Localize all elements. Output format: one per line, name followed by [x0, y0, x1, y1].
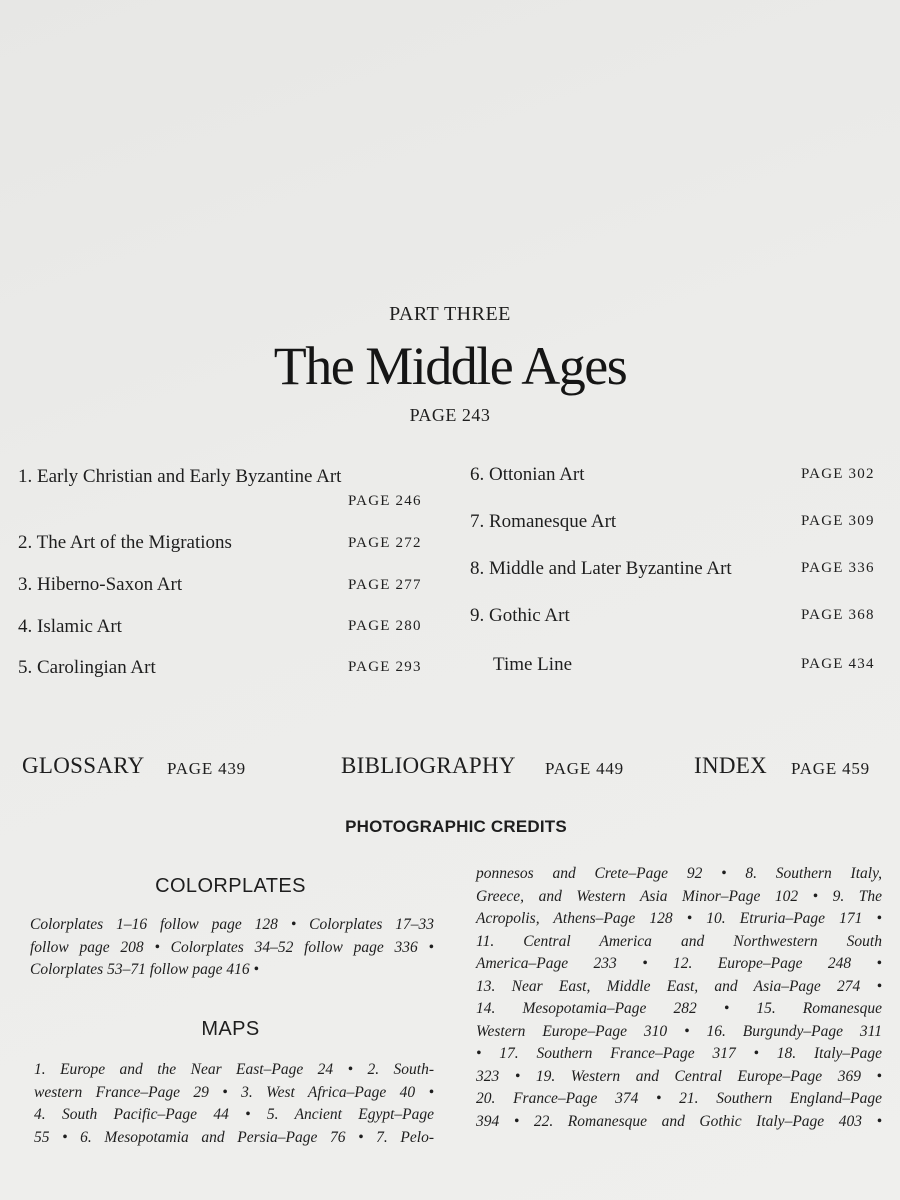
maps-line: ponnesos and Crete–Page 92 • 8. Southern Italy,	[476, 865, 882, 882]
photographic-credits-heading: PHOTOGRAPHIC CREDITS	[345, 817, 567, 836]
chapter-page: PAGE 272	[348, 535, 422, 551]
chapter-9	[470, 605, 570, 627]
chapter-title: Time Line	[493, 654, 572, 675]
maps-text-left	[34, 1059, 434, 1149]
chapter-title: Hiberno-Saxon Art	[37, 574, 183, 595]
chapter-title: The Art of the Migrations	[36, 532, 232, 553]
chapter-page: PAGE 277	[348, 577, 422, 593]
colorplates-line: Colorplates 53–71 follow page 416 •	[30, 961, 259, 978]
page-title: The Middle Ages	[273, 336, 627, 396]
colorplates-text	[30, 914, 434, 982]
chapter-number: 6.	[470, 464, 485, 485]
chapter-page: PAGE 246	[348, 493, 422, 509]
chapter-number: 2.	[18, 532, 33, 553]
chapter-page: PAGE 302	[801, 466, 875, 482]
maps-heading: MAPS	[201, 1018, 260, 1040]
chapter-1	[18, 466, 341, 488]
chapter-6	[470, 464, 585, 486]
chapter-title: Early Christian and Early Byzantine Art	[37, 466, 342, 487]
part-label: PART THREE	[389, 303, 511, 325]
index-page: PAGE 459	[791, 759, 870, 778]
chapter-number: 3.	[18, 574, 33, 595]
bibliography-page: PAGE 449	[545, 759, 624, 778]
chapter-page: PAGE 368	[801, 607, 875, 623]
chapter-number: 7.	[470, 511, 485, 532]
chapter-5	[18, 657, 156, 679]
chapter-number: 4.	[18, 616, 33, 637]
colorplates-heading: COLORPLATES	[155, 875, 306, 897]
maps-line: • 17. Southern France–Page 317 • 18. Italy–Page	[476, 1045, 882, 1062]
glossary-label: GLOSSARY	[22, 753, 145, 778]
maps-line: 14. Mesopotamia–Page 282 • 15. Romanesque	[476, 1000, 882, 1017]
maps-line: Western Europe–Page 310 • 16. Burgundy–Page 311	[476, 1022, 882, 1040]
maps-text-right	[476, 863, 882, 1133]
chapter-page: PAGE 293	[348, 659, 422, 675]
maps-line: 13. Near East, Middle East, and Asia–Page 274 •	[476, 977, 882, 995]
index-label: INDEX	[694, 753, 768, 778]
chapter-number: 1.	[18, 466, 33, 487]
chapter-title: Carolingian Art	[37, 657, 156, 678]
chapter-page: PAGE 280	[348, 618, 422, 634]
maps-line: 323 • 19. Western and Central Europe–Page 369 •	[476, 1067, 882, 1085]
colorplates-line: Colorplates 1–16 follow page 128 • Colorplates 17–33	[30, 916, 434, 933]
chapter-title: Ottonian Art	[489, 464, 585, 485]
glossary-page: PAGE 439	[167, 759, 246, 778]
chapter-8	[470, 558, 732, 580]
chapter-page: PAGE 336	[801, 560, 875, 576]
colorplates-line: follow page 208 • Colorplates 34–52 follow page 336 •	[30, 938, 434, 956]
chapter-page: PAGE 434	[801, 656, 875, 672]
chapter-4	[18, 616, 122, 638]
maps-line: 55 • 6. Mesopotamia and Persia–Page 76 • 7. Pelo-	[34, 1128, 434, 1146]
chapter-title: Gothic Art	[489, 605, 570, 626]
chapter-number: 9.	[470, 605, 485, 626]
chapter-title: Islamic Art	[37, 616, 122, 637]
maps-line: 4. South Pacific–Page 44 • 5. Ancient Egypt–Page	[34, 1106, 434, 1123]
chapter-number: 5.	[18, 657, 33, 678]
maps-line: 11. Central America and Northwestern South	[476, 932, 882, 950]
maps-line: 20. France–Page 374 • 21. Southern England–Page	[476, 1090, 882, 1107]
maps-line: Greece, and Western Asia Minor–Page 102 • 9. The	[476, 887, 882, 905]
maps-line: 1. Europe and the Near East–Page 24 • 2. South-	[34, 1061, 434, 1078]
maps-line: Acropolis, Athens–Page 128 • 10. Etruria–Page 171 •	[476, 910, 882, 927]
chapter-2	[18, 532, 232, 554]
maps-line: western France–Page 29 • 3. West Africa–Page 40 •	[34, 1083, 434, 1101]
chapter-title: Middle and Later Byzantine Art	[489, 558, 732, 579]
chapter-page: PAGE 309	[801, 513, 875, 529]
maps-line: 394 • 22. Romanesque and Gothic Italy–Page 403 •	[476, 1112, 882, 1130]
chapter-number: 8.	[470, 558, 485, 579]
chapter-title: Romanesque Art	[489, 511, 617, 532]
chapter-3	[18, 574, 182, 596]
bibliography-label: BIBLIOGRAPHY	[341, 753, 516, 778]
chapter-7	[470, 511, 616, 533]
maps-line: America–Page 233 • 12. Europe–Page 248 •	[476, 955, 882, 972]
time-line-entry	[493, 654, 572, 676]
title-page-number: PAGE 243	[409, 405, 491, 425]
